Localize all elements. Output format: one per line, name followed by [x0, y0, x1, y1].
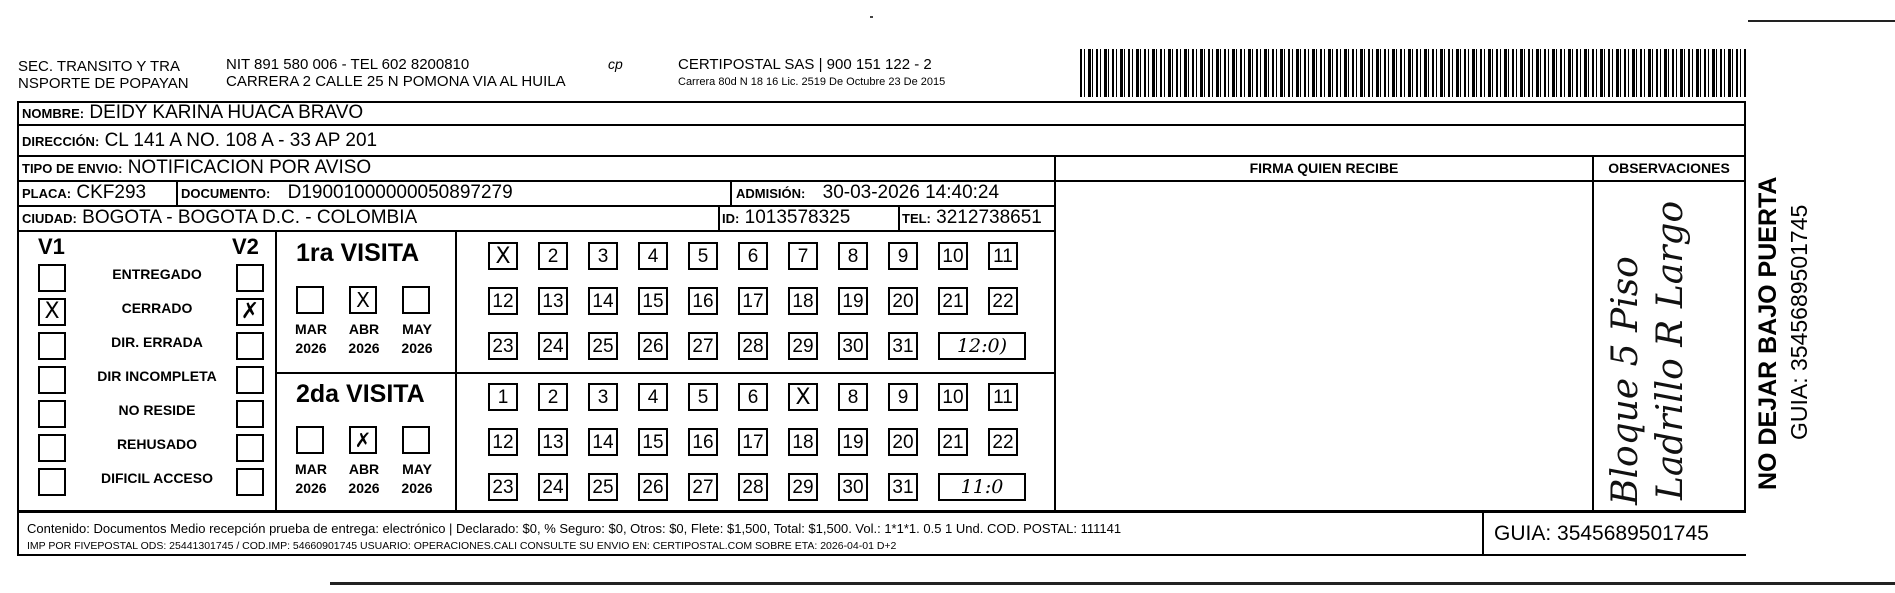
direccion-row — [22, 130, 377, 153]
placa-value: CKF293 — [76, 182, 147, 203]
visit2-year-label: 2026 — [348, 480, 380, 496]
ciudad-row — [22, 207, 417, 230]
v1-checkbox[interactable] — [38, 264, 66, 292]
carrier-line2: Carrera 80d N 18 16 Lic. 2519 De Octubre 23 De 2015 — [678, 76, 946, 88]
visit1-day-box[interactable]: 6 — [738, 242, 768, 270]
footer-print-info: IMP POR FIVEPOSTAL ODS: 25441301745 / COD.IMP: 54660901745 USUARIO: OPERACIONES.CALI CONSULTE SU ENVIO EN: CERTIPOSTAL.COM SOBRE ETA: 2026-04-01 D+2 — [27, 540, 897, 552]
visit1-day-box[interactable]: 19 — [838, 287, 868, 315]
cell-divider — [898, 205, 900, 230]
visit2-day-box[interactable]: 11 — [988, 383, 1018, 411]
v1-checkbox[interactable] — [38, 434, 66, 462]
visit1-day-box[interactable]: 9 — [888, 242, 918, 270]
visit2-day-box[interactable]: 23 — [488, 473, 518, 501]
ciudad-label: CIUDAD: — [22, 211, 77, 226]
row-line — [17, 510, 1746, 512]
visit1-day-box[interactable]: 18 — [788, 287, 818, 315]
carrier-block — [678, 56, 945, 89]
v2-checkbox[interactable] — [236, 400, 264, 428]
visit1-day-box[interactable]: 22 — [988, 287, 1018, 315]
row-line — [1055, 180, 1744, 182]
visit2-day-box[interactable]: 8 — [838, 383, 868, 411]
visit2-day-box[interactable]: 2 — [538, 383, 568, 411]
visit1-day-box[interactable]: 25 — [588, 332, 618, 360]
row-line — [17, 230, 1054, 232]
admision-label: ADMISIÓN: — [736, 186, 806, 201]
ciudad-value: BOGOTA - BOGOTA D.C. - COLOMBIA — [82, 207, 418, 228]
tipo-row — [22, 157, 371, 180]
footer-guia: GUIA: 3545689501745 — [1494, 522, 1709, 545]
admision-row — [736, 182, 999, 205]
visit2-day-box[interactable]: 24 — [538, 473, 568, 501]
id-label: ID: — [722, 211, 740, 226]
side-warning: NO DEJAR BAJO PUERTA — [1754, 176, 1782, 490]
visit1-month-label: MAY — [402, 321, 432, 337]
visit2-day-box[interactable]: 16 — [688, 428, 718, 456]
visit1-year-label: 2026 — [401, 340, 433, 356]
visit2-time-box[interactable]: 11:0 — [938, 473, 1026, 501]
id-row — [722, 207, 850, 230]
visit2-day-box[interactable]: 18 — [788, 428, 818, 456]
documento-label: DOCUMENTO: — [181, 186, 271, 201]
visit1-day-box[interactable]: X — [488, 242, 518, 270]
visit2-day-box[interactable]: 20 — [888, 428, 918, 456]
v2-checkbox[interactable] — [236, 434, 264, 462]
visit1-day-box[interactable]: 5 — [688, 242, 718, 270]
side-guia: GUIA: 3545689501745 — [1786, 204, 1812, 440]
visit2-day-box[interactable]: 29 — [788, 473, 818, 501]
direccion-value: CL 141 A NO. 108 A - 33 AP 201 — [104, 130, 378, 151]
placa-row — [22, 182, 146, 205]
visit2-day-box[interactable]: 21 — [938, 428, 968, 456]
sender-line2: NSPORTE DE POPAYAN — [18, 75, 189, 92]
observaciones-left-border — [1592, 155, 1594, 510]
v2-checkbox[interactable] — [236, 332, 264, 360]
visit1-day-box[interactable]: 26 — [638, 332, 668, 360]
visit1-day-box[interactable]: 11 — [988, 242, 1018, 270]
tel-label: TEL: — [902, 211, 931, 226]
v1-checkbox[interactable] — [38, 366, 66, 394]
nombre-label: NOMBRE: — [22, 106, 85, 121]
visit1-day-box[interactable]: 2 — [538, 242, 568, 270]
visit2-month-checkbox[interactable]: ✗ — [349, 426, 377, 454]
tipo-label: TIPO DE ENVIO: — [22, 161, 123, 176]
id-value: 1013578325 — [744, 207, 851, 228]
v2-checkbox[interactable]: ✗ — [236, 298, 264, 326]
v1-label: V1 — [38, 234, 65, 259]
visit1-month-checkbox[interactable] — [402, 286, 430, 314]
visit1-day-box[interactable]: 24 — [538, 332, 568, 360]
v1-checkbox[interactable] — [38, 468, 66, 496]
visit2-day-box[interactable]: 13 — [538, 428, 568, 456]
visit1-month-checkbox[interactable]: X — [349, 286, 377, 314]
cell-divider — [176, 180, 178, 205]
visit2-day-box[interactable]: 30 — [838, 473, 868, 501]
visit1-day-box[interactable]: 27 — [688, 332, 718, 360]
visit2-day-box[interactable]: 28 — [738, 473, 768, 501]
nombre-row — [22, 102, 363, 125]
visit1-day-box[interactable]: 20 — [888, 287, 918, 315]
visit1-day-box[interactable]: 3 — [588, 242, 618, 270]
visit1-day-box[interactable]: 8 — [838, 242, 868, 270]
sender-nit-block — [226, 56, 566, 90]
placa-label: PLACA: — [22, 186, 72, 201]
status-option-label: DIR. ERRADA — [111, 334, 203, 350]
status-option-label: REHUSADO — [116, 436, 198, 452]
visit1-day-box[interactable]: 14 — [588, 287, 618, 315]
visit1-day-box[interactable]: 21 — [938, 287, 968, 315]
visit2-day-box[interactable]: 9 — [888, 383, 918, 411]
scan-edge-right — [1748, 20, 1895, 22]
footer-contents: Contenido: Documentos Medio recepción prueba de entrega: electrónico | Declarado: $0, % Seguro: $0, Otros: $0, Flete: $1,500, Total: $1,500. Vol.: 1*1*1. 0.5 1 Und. COD. POSTAL: 111141 — [27, 521, 1122, 536]
visit2-day-box[interactable]: 10 — [938, 383, 968, 411]
visit1-day-box[interactable]: 10 — [938, 242, 968, 270]
visit1-day-box[interactable]: 17 — [738, 287, 768, 315]
tel-value: 3212738651 — [936, 207, 1042, 228]
status-option-label: DIR INCOMPLETA — [97, 368, 217, 384]
visit1-day-box[interactable]: 13 — [538, 287, 568, 315]
documento-value: D19001000000050897279 — [287, 182, 513, 203]
tel-row — [902, 207, 1042, 230]
visit1-day-box[interactable]: 16 — [688, 287, 718, 315]
sender-line1: SEC. TRANSITO Y TRA — [18, 58, 180, 75]
visit2-day-box[interactable]: 25 — [588, 473, 618, 501]
visit2-day-box[interactable]: 1 — [488, 383, 518, 411]
visit1-time-box[interactable]: 12:0) — [938, 332, 1026, 360]
observation-line2: Ladrillo R Largo — [1650, 200, 1691, 500]
tipo-value: NOTIFICACION POR AVISO — [127, 157, 372, 178]
visit1-day-box[interactable]: 12 — [488, 287, 518, 315]
v1-checkbox[interactable] — [38, 332, 66, 360]
visit2-year-label: 2026 — [401, 480, 433, 496]
visit2-day-box[interactable]: 3 — [588, 383, 618, 411]
visit1-day-box[interactable]: 4 — [638, 242, 668, 270]
visit2-month-label: MAR — [295, 461, 327, 477]
firma-left-border — [1054, 155, 1056, 510]
cell-divider — [730, 180, 732, 205]
v2-checkbox[interactable] — [236, 264, 264, 292]
visit1-title: 1ra VISITA — [296, 239, 420, 267]
visit1-month-checkbox[interactable] — [296, 286, 324, 314]
visit2-day-box[interactable]: 27 — [688, 473, 718, 501]
visit2-day-box[interactable]: 5 — [688, 383, 718, 411]
visit2-month-label: ABR — [348, 461, 380, 477]
visit1-month-label: ABR — [348, 321, 380, 337]
v2-label: V2 — [232, 234, 259, 259]
visit2-day-box[interactable]: X — [788, 383, 818, 411]
visit2-day-box[interactable]: 12 — [488, 428, 518, 456]
visit1-day-box[interactable]: 28 — [738, 332, 768, 360]
footer-bottom-line — [17, 554, 1746, 556]
visit2-year-label: 2026 — [295, 480, 327, 496]
v1-checkbox[interactable] — [38, 400, 66, 428]
visit2-title: 2da VISITA — [296, 380, 425, 408]
v2-checkbox[interactable] — [236, 366, 264, 394]
sender-address: CARRERA 2 CALLE 25 N POMONA VIA AL HUILA — [226, 73, 566, 90]
scan-edge — [330, 582, 1895, 585]
observaciones-header: OBSERVACIONES — [1608, 160, 1730, 176]
visit2-day-box[interactable]: 14 — [588, 428, 618, 456]
firma-header: FIRMA QUIEN RECIBE — [1249, 160, 1399, 176]
visit2-month-checkbox[interactable] — [402, 426, 430, 454]
visit1-day-box[interactable]: 15 — [638, 287, 668, 315]
panel-divider — [455, 230, 457, 510]
visit2-day-box[interactable]: 22 — [988, 428, 1018, 456]
visit1-year-label: 2026 — [348, 340, 380, 356]
visit2-month-checkbox[interactable] — [296, 426, 324, 454]
v1-checkbox[interactable]: X — [38, 298, 66, 326]
status-option-label: DIFICIL ACCESO — [100, 470, 213, 486]
status-option-label: CERRADO — [121, 300, 193, 316]
visit1-day-box[interactable]: 30 — [838, 332, 868, 360]
visit2-month-label: MAY — [402, 461, 432, 477]
nombre-value: DEIDY KARINA HUACA BRAVO — [89, 102, 364, 123]
carrier-line1: CERTIPOSTAL SAS | 900 151 122 - 2 — [678, 56, 932, 73]
visit2-day-box[interactable]: 19 — [838, 428, 868, 456]
carrier-logo: cp — [608, 56, 623, 72]
visit2-day-box[interactable]: 26 — [638, 473, 668, 501]
scan-dot — [870, 16, 873, 18]
cell-divider — [718, 205, 720, 230]
visit1-day-box[interactable]: 29 — [788, 332, 818, 360]
visit1-year-label: 2026 — [295, 340, 327, 356]
sender-block — [18, 58, 189, 92]
visit1-day-box[interactable]: 23 — [488, 332, 518, 360]
status-option-label: ENTREGADO — [112, 266, 202, 282]
sender-nit-line1: NIT 891 580 006 - TEL 602 8200810 — [226, 56, 470, 73]
visit1-day-box[interactable]: 31 — [888, 332, 918, 360]
visit2-day-box[interactable]: 6 — [738, 383, 768, 411]
frame-right-divider — [1744, 101, 1746, 513]
direccion-label: DIRECCIÓN: — [22, 134, 100, 149]
barcode — [1080, 49, 1746, 97]
footer-left-line — [17, 510, 19, 556]
visit1-month-label: MAR — [295, 321, 327, 337]
footer-guia-divider — [1482, 510, 1484, 555]
admision-value: 30-03-2026 14:40:24 — [822, 182, 1000, 203]
status-option-label: NO RESIDE — [118, 402, 196, 418]
panel-divider — [275, 372, 1055, 374]
observation-line1: Bloque 5 Piso — [1605, 256, 1646, 505]
visit2-day-box[interactable]: 15 — [638, 428, 668, 456]
documento-row — [181, 182, 513, 205]
visit2-day-box[interactable]: 4 — [638, 383, 668, 411]
panel-divider — [275, 230, 277, 510]
v2-checkbox[interactable] — [236, 468, 264, 496]
visit1-day-box[interactable]: 7 — [788, 242, 818, 270]
visit2-day-box[interactable]: 31 — [888, 473, 918, 501]
visit2-day-box[interactable]: 17 — [738, 428, 768, 456]
